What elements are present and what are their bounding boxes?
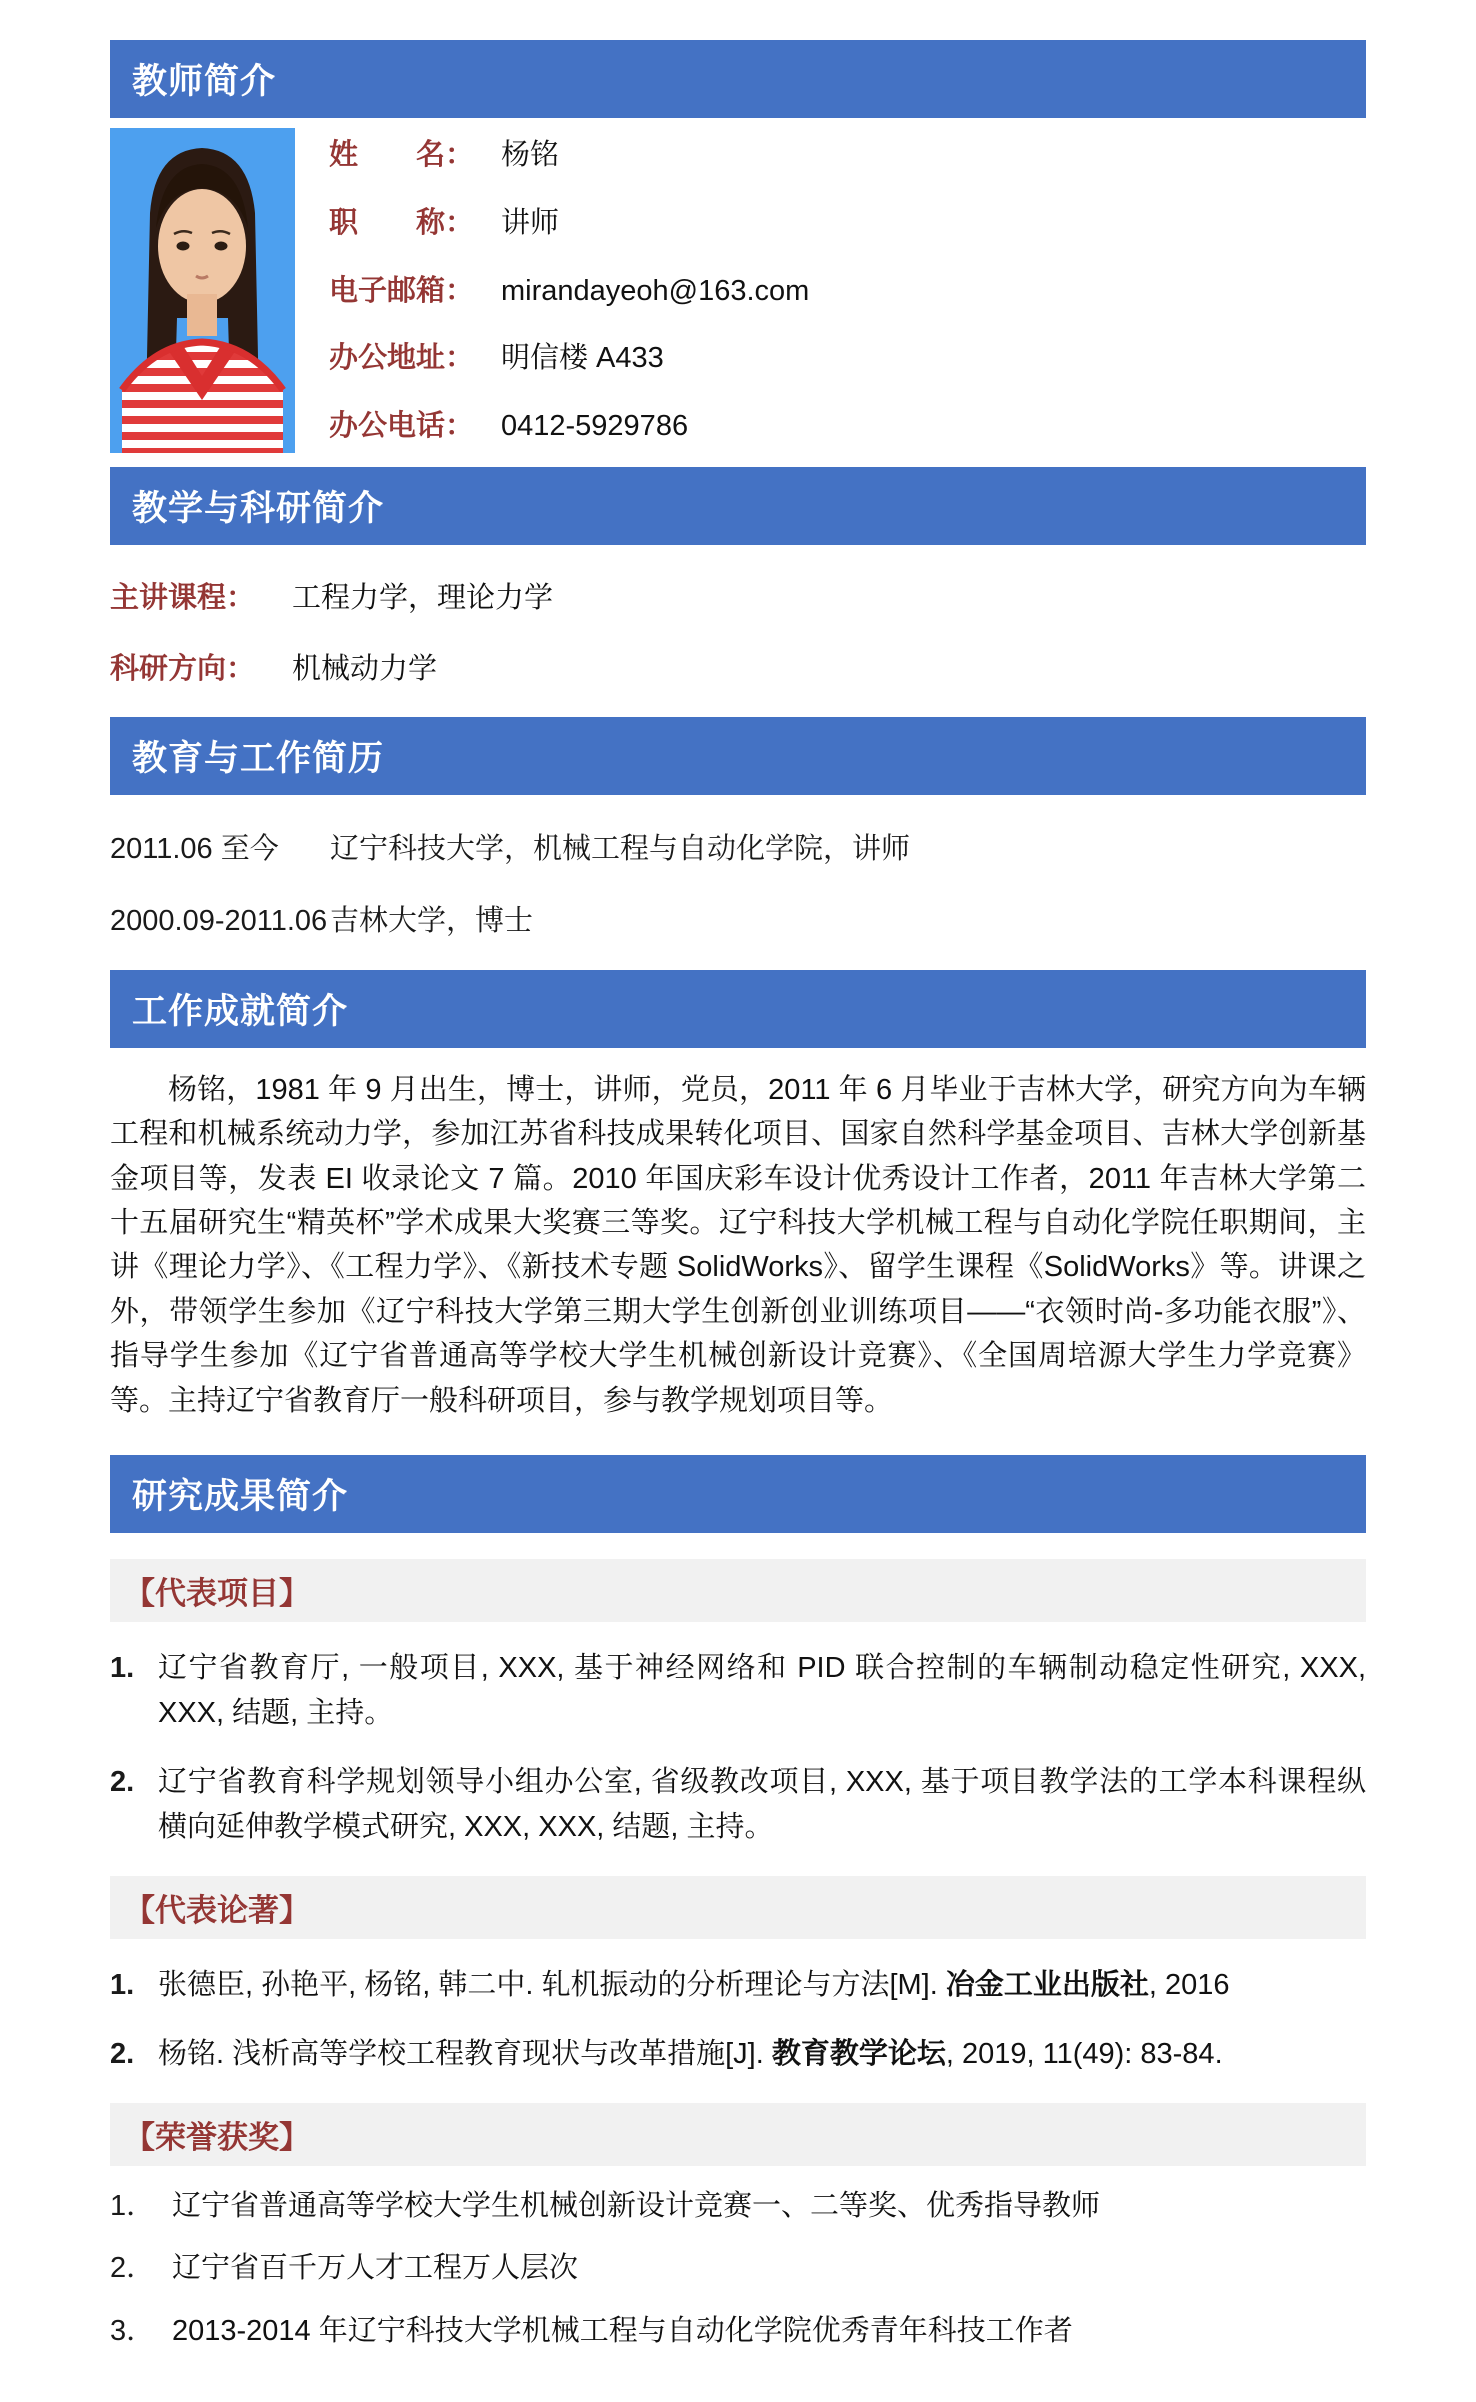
subsection-publications-heading: 【代表论著】 (110, 1876, 1366, 1939)
career-detail: 辽宁科技大学，机械工程与自动化学院，讲师 (330, 833, 911, 865)
section-title-achievement: 工作成就简介 (132, 992, 349, 1031)
subsection-honors-heading: 【荣誉获奖】 (110, 2103, 1366, 2166)
list-item (110, 2309, 1366, 2354)
career-detail: 吉林大学，博士 (330, 905, 534, 937)
list-item-text (158, 1963, 1230, 2008)
publication-venue: 冶金工业出版社 (945, 1968, 1149, 2001)
section-bar-achievement (110, 970, 1366, 1048)
profile-photo (110, 128, 295, 453)
profile-block (110, 128, 1366, 453)
field-title-label: 职 称： (329, 206, 475, 239)
field-email-label: 电子邮箱： (329, 274, 475, 307)
list-item-number: 3． (110, 2315, 156, 2348)
career-entry (110, 826, 1366, 867)
list-item-text (158, 2032, 1223, 2077)
list-item (110, 2184, 1366, 2229)
publication-post: , 2019, 11(49): 83-84. (945, 2037, 1223, 2070)
profile-fields (329, 128, 809, 444)
career-period: 2011.06 至今 (110, 833, 279, 865)
subsection-projects-heading: 【代表项目】 (110, 1559, 1366, 1622)
teaching-research-label: 科研方向： (110, 653, 256, 685)
list-item-number: 2. (110, 1765, 135, 1798)
teaching-courses-row (110, 575, 1366, 616)
section-bar-teaching (110, 467, 1366, 545)
publication-post: , 2016 (1148, 1968, 1230, 2001)
teaching-block (110, 575, 1366, 687)
list-item-text: 2013-2014 年辽宁科技大学机械工程与自动化学院优秀青年科技工作者 (172, 2315, 1073, 2348)
publication-pre: 杨铭. 浅析高等学校工程教育现状与改革措施[J]. (158, 2037, 772, 2070)
list-item-text: 辽宁省教育科学规划领导小组办公室, 省级教改项目, XXX, 基于项目教学法的工学本科课程纵横向延伸教学模式研究, XXX, XXX, 结题, 主持。 (158, 1765, 1366, 1843)
list-item-text: 辽宁省普通高等学校大学生机械创新设计竞赛一、二等奖、优秀指导教师 (172, 2189, 1101, 2222)
field-email (329, 268, 809, 309)
field-email-value: mirandayeoh@163.com (501, 274, 810, 307)
list-item-number: 1. (110, 1651, 135, 1684)
teaching-research-row (110, 646, 1366, 687)
teaching-research-value: 机械动力学 (292, 653, 438, 685)
field-phone-label: 办公电话： (329, 410, 475, 442)
field-name-label: 姓 名： (329, 139, 475, 171)
projects-list (110, 1646, 1366, 1850)
section-bar-research (110, 1455, 1366, 1533)
career-entry (110, 898, 1366, 939)
field-phone-value: 0412-5929786 (501, 410, 689, 442)
publication-venue: 教育教学论坛 (771, 2037, 946, 2070)
achievement-paragraph: 杨铭，1981 年 9 月出生，博士，讲师，党员，2011 年 6 月毕业于吉林大学，研究方向为车辆工程和机械系统动力学，参加江苏省科技成果转化项目、国家自然科学基金项目、吉林大学创新基金项目等，发表 EI 收录论文 7 篇。2010 年国庆彩车设计优秀设计工作者，2011 年吉林大学第二十五届研究生“精英杯”学术成果大奖赛三等奖。辽宁科技大学机械工程与自动化学院任职期间，主讲《理论力学》、《工程力学》、《新技术专题 SolidWorks》、留学生课程《SolidWorks》等。讲课之外，带领学生参加《辽宁科技大学第三期大学生创新创业训练项目——“衣领时尚-多功能衣服”》、指导学生参加《辽宁省普通高等学校大学生机械创新设计竞赛》、《全国周培源大学生力学竞赛》等。主持辽宁省教育厅一般科研项目，参与教学规划项目等。 (110, 1074, 1366, 1417)
section-bar-profile (110, 40, 1366, 118)
list-item-number: 2． (110, 2252, 156, 2285)
honors-list (110, 2184, 1366, 2355)
list-item (110, 2032, 1366, 2077)
field-office-value: 明信楼 A433 (501, 342, 664, 375)
publications-list (110, 1963, 1366, 2077)
field-office-label: 办公地址： (329, 342, 475, 375)
field-phone (329, 403, 809, 444)
section-title-profile: 教师简介 (132, 62, 277, 101)
teaching-courses-label: 主讲课程： (110, 582, 256, 614)
list-item-text: 辽宁省百千万人才工程万人层次 (172, 2252, 579, 2285)
list-item (110, 1760, 1366, 1850)
field-office (329, 335, 809, 376)
field-name (329, 132, 809, 173)
field-title (329, 200, 809, 241)
list-item-number: 1． (110, 2189, 156, 2222)
teaching-courses-value: 工程力学，理论力学 (292, 582, 554, 614)
career-period: 2000.09-2011.06 (110, 905, 328, 937)
field-name-value: 杨铭 (501, 139, 560, 171)
section-title-research: 研究成果简介 (132, 1476, 349, 1516)
section-title-teaching: 教学与科研简介 (132, 489, 385, 528)
list-item-text: 辽宁省教育厅, 一般项目, XXX, 基于神经网络和 PID 联合控制的车辆制动稳定性研究, XXX, XXX, 结题, 主持。 (158, 1651, 1366, 1729)
list-item-number: 2. (110, 2037, 135, 2070)
section-bar-career (110, 717, 1366, 795)
list-item-number: 1. (110, 1968, 135, 2001)
list-item (110, 1963, 1366, 2008)
field-title-value: 讲师 (501, 206, 560, 239)
list-item (110, 2246, 1366, 2291)
list-item (110, 1646, 1366, 1736)
section-title-career: 教育与工作简历 (132, 739, 385, 778)
career-block (110, 826, 1366, 939)
publication-pre: 张德臣, 孙艳平, 杨铭, 韩二中. 轧机振动的分析理论与方法[M]. (158, 1968, 946, 2001)
